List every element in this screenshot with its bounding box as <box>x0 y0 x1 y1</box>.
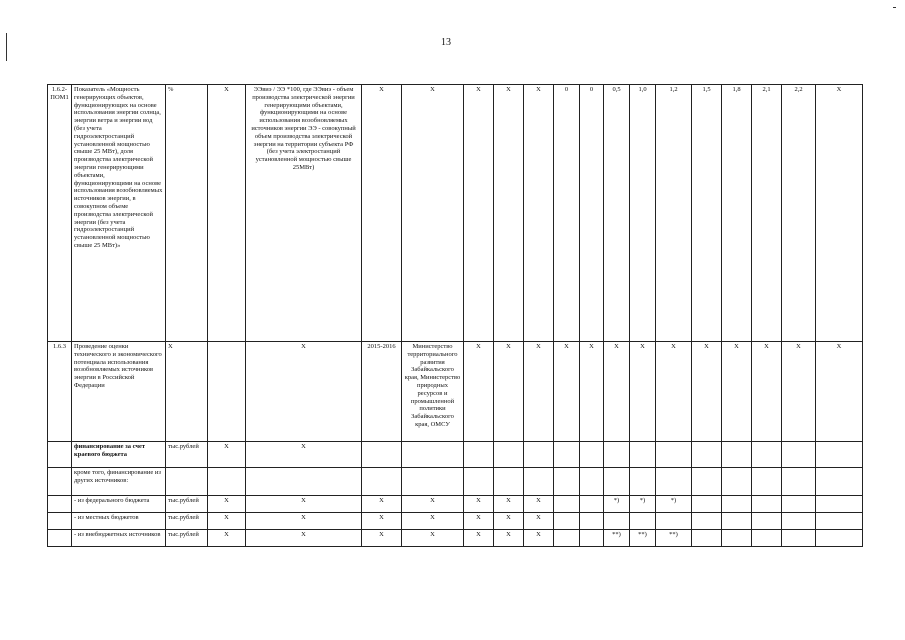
table-cell: X <box>524 530 554 547</box>
table-cell: X <box>656 342 692 442</box>
table-cell: X <box>208 513 246 530</box>
table-cell: 0 <box>554 85 580 342</box>
table-cell <box>604 468 630 496</box>
table-cell: X <box>722 342 752 442</box>
table-cell: X <box>752 342 782 442</box>
table-cell: X <box>782 342 816 442</box>
table-cell: 0 <box>580 85 604 342</box>
table-cell <box>580 513 604 530</box>
table-cell <box>580 442 604 468</box>
table-cell <box>816 468 863 496</box>
table-cell <box>752 442 782 468</box>
table-cell: X <box>362 496 402 513</box>
table-cell <box>402 468 464 496</box>
table-cell <box>692 530 722 547</box>
table-cell: тыс.рублей <box>166 530 208 547</box>
row-number-cell <box>48 496 72 513</box>
table-cell <box>246 468 362 496</box>
table-cell <box>752 530 782 547</box>
table-cell <box>604 442 630 468</box>
table-cell: X <box>208 530 246 547</box>
table-cell: 2,1 <box>752 85 782 342</box>
table-cell <box>362 442 402 468</box>
table-cell <box>722 468 752 496</box>
table-cell: X <box>816 85 863 342</box>
table-cell <box>464 468 494 496</box>
table-cell <box>722 530 752 547</box>
table-cell: X <box>166 342 208 442</box>
table-cell: *) <box>656 496 692 513</box>
table-cell: 1,5 <box>692 85 722 342</box>
table-cell: 2,2 <box>782 85 816 342</box>
table-cell: X <box>464 513 494 530</box>
table-cell: X <box>494 342 524 442</box>
table-cell <box>692 496 722 513</box>
table-cell <box>816 513 863 530</box>
table-cell <box>604 513 630 530</box>
table-cell <box>524 468 554 496</box>
program-table <box>47 84 863 547</box>
table-cell <box>722 442 752 468</box>
table-cell: **) <box>656 530 692 547</box>
table-cell <box>782 530 816 547</box>
table-cell <box>494 468 524 496</box>
table-cell <box>692 513 722 530</box>
corner-mark <box>893 7 896 8</box>
row-description-cell: финансирование за счет краевого бюджета <box>72 442 166 468</box>
table-cell: X <box>208 85 246 342</box>
table-cell: % <box>166 85 208 342</box>
table-cell: X <box>524 496 554 513</box>
table-cell: X <box>246 513 362 530</box>
table-cell: X <box>494 496 524 513</box>
table-cell <box>752 496 782 513</box>
table-row <box>48 342 863 442</box>
table-cell <box>580 468 604 496</box>
table-cell: X <box>524 342 554 442</box>
table-cell: 2015-2016 <box>362 342 402 442</box>
table-cell <box>816 496 863 513</box>
table-cell: X <box>524 513 554 530</box>
table-cell: X <box>604 342 630 442</box>
table-cell: тыс.рублей <box>166 442 208 468</box>
table-cell <box>816 442 863 468</box>
table-cell: **) <box>604 530 630 547</box>
table-cell <box>656 513 692 530</box>
table-cell: X <box>464 496 494 513</box>
table-cell: 1,8 <box>722 85 752 342</box>
table-cell <box>692 468 722 496</box>
table-cell: X <box>362 530 402 547</box>
table-cell <box>782 442 816 468</box>
row-description-cell: Показатель «Мощность генерирующих объектов, функционирующих на основе использования энергии солнца, энергии ветра и энергии вод (без учета гидроэлектростанций установленной мощностью свыше 25 МВт), доля производства электрической энергии генерирующими объектами, функционирующими на основе использования возобновляемых источников энергии, в совокупном объеме производства электрической энергии (без учета гидроэлектростанций установленной мощностью свыше 25 МВт)» <box>72 85 166 342</box>
table-cell: *) <box>630 496 656 513</box>
table-cell: X <box>362 85 402 342</box>
table-cell <box>554 513 580 530</box>
table-cell <box>722 496 752 513</box>
table-cell <box>722 513 752 530</box>
table-cell: X <box>630 342 656 442</box>
row-number-cell <box>48 442 72 468</box>
table-cell: X <box>402 85 464 342</box>
table-row <box>48 496 863 513</box>
table-cell: X <box>402 530 464 547</box>
table-cell: X <box>464 342 494 442</box>
table-cell <box>752 468 782 496</box>
table-cell <box>554 442 580 468</box>
page-number: 13 <box>441 37 451 48</box>
table-cell <box>816 530 863 547</box>
table-cell <box>656 468 692 496</box>
row-number-cell: 1.6.2-ПОМ1 <box>48 85 72 342</box>
table-cell <box>656 442 692 468</box>
table-cell: X <box>494 513 524 530</box>
table-row <box>48 85 863 342</box>
table-cell <box>630 468 656 496</box>
table-cell: X <box>402 513 464 530</box>
table-cell: X <box>362 513 402 530</box>
margin-line <box>6 33 7 61</box>
row-number-cell: 1.6.3 <box>48 342 72 442</box>
table-row <box>48 442 863 468</box>
table-cell <box>630 513 656 530</box>
table-cell: X <box>554 342 580 442</box>
table-cell: X <box>402 496 464 513</box>
table-cell <box>554 468 580 496</box>
table-cell <box>494 442 524 468</box>
table-cell: X <box>524 85 554 342</box>
table-cell: X <box>580 342 604 442</box>
table-cell <box>464 442 494 468</box>
table-cell <box>402 442 464 468</box>
table-cell: X <box>494 530 524 547</box>
table-cell: X <box>208 442 246 468</box>
table-cell: X <box>494 85 524 342</box>
row-number-cell <box>48 468 72 496</box>
table-cell: X <box>208 496 246 513</box>
table-cell: тыс.рублей <box>166 496 208 513</box>
table-row <box>48 468 863 496</box>
table-cell <box>208 468 246 496</box>
table-cell: ЭЭвиэ / ЭЭ *100, где ЭЭвиэ - объем производства электрической энергии генерирующими объектами, функционирующими на основе использования возобновляемых источников энергии ЭЭ - совокупный объем производства электрической энергии на территории субъекта РФ (без учета электростанций установленной мощностью свыше 25МВт) <box>246 85 362 342</box>
table-cell <box>782 496 816 513</box>
table-cell: X <box>692 342 722 442</box>
row-description-cell: - из внебюджетных источников <box>72 530 166 547</box>
table-cell: 1,2 <box>656 85 692 342</box>
table-cell <box>782 468 816 496</box>
table-cell: X <box>246 530 362 547</box>
table-cell <box>208 342 246 442</box>
table-cell: *) <box>604 496 630 513</box>
table-cell: X <box>464 530 494 547</box>
row-number-cell <box>48 513 72 530</box>
table-cell <box>554 496 580 513</box>
table-cell <box>362 468 402 496</box>
row-description-cell: Проведение оценки технического и экономического потенциала использования возобновляемых источников энергии в Российской Федерации <box>72 342 166 442</box>
table-row <box>48 513 863 530</box>
table-cell: 1,0 <box>630 85 656 342</box>
table-cell <box>580 530 604 547</box>
table-cell: 0,5 <box>604 85 630 342</box>
table-cell: тыс.рублей <box>166 513 208 530</box>
table-cell: X <box>464 85 494 342</box>
table-cell: X <box>816 342 863 442</box>
row-number-cell <box>48 530 72 547</box>
table-cell <box>166 468 208 496</box>
table-cell <box>782 513 816 530</box>
table-cell <box>752 513 782 530</box>
table-cell: X <box>246 442 362 468</box>
table-cell: X <box>246 342 362 442</box>
table-cell: Министерство территориального развития Забайкальского края, Министерство природных ресурсов и промышленной политики Забайкальского края, ОМСУ <box>402 342 464 442</box>
row-description-cell: - из местных бюджетов <box>72 513 166 530</box>
table-cell <box>524 442 554 468</box>
table-cell: **) <box>630 530 656 547</box>
table-cell <box>580 496 604 513</box>
table-row <box>48 530 863 547</box>
table-cell <box>554 530 580 547</box>
table-cell <box>692 442 722 468</box>
table-cell <box>630 442 656 468</box>
row-description-cell: - из федерального бюджета <box>72 496 166 513</box>
table-cell: X <box>246 496 362 513</box>
row-description-cell: кроме того, финансирование из других источников: <box>72 468 166 496</box>
